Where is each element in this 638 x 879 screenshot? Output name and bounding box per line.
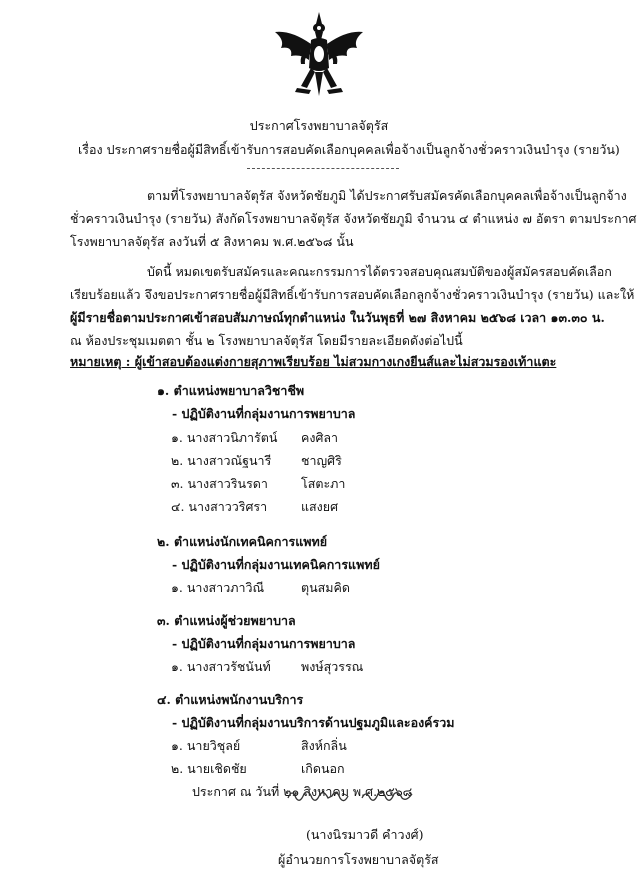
candidate-row [171,657,363,677]
position-title: ๑. ตำแหน่งพยาบาลวิชาชีพ [157,383,305,398]
document-org: ประกาศโรงพยาบาลจัตุรัส [249,118,389,133]
candidate-name: ๑. นางสาวรัชนันท์ [171,659,271,674]
candidate-surname: ชาญศิริ [301,453,342,468]
document-subject: เรื่อง ประกาศรายชื่อผู้มีสิทธิ์เข้ารับการสอบคัดเลือกบุคคลเพื่อจ้างเป็นลูกจ้างชั่วคราวเงินบำรุง (รายวัน) [78,142,620,157]
candidate-surname: เกิดนอก [301,761,345,776]
body-line-4: ณ ห้องประชุมเมตตา ชั้น ๒ โรงพยาบาลจัตุรัส โดยมีรายละเอียดดังต่อไปนี้ [70,333,463,348]
candidate-surname: พงษ์สุวรรณ [301,659,364,674]
note [70,352,556,372]
candidate-row [171,497,338,517]
candidate-surname: แสงยศ [301,499,339,514]
candidate-surname: คงศิลา [301,430,339,445]
position-department: - ปฏิบัติงานที่กลุ่มงานการพยาบาล [172,406,356,421]
candidate-row [171,451,342,471]
candidate-name: ๓. นางสาวรินรดา [171,476,268,491]
header-divider [247,168,399,169]
candidate-surname: ตุนสมคิด [301,580,351,595]
position-title: ๓. ตำแหน่งผู้ช่วยพยาบาล [157,613,296,628]
signer-title: ผู้อำนวยการโรงพยาบาลจัตุรัส [278,852,439,867]
body-line-3: ผู้มีรายชื่อตามประกาศเข้าสอบสัมภาษณ์ทุกตำแหน่ง ในวันพุธที่ ๒๗ สิงหาคม ๒๕๖๘ เวลา ๑๓.๓๐ น. [70,310,605,325]
position-department: - ปฏิบัติงานที่กลุ่มงานเทคนิคการแพทย์ [172,557,380,572]
candidate-name: ๑. นางสาวนิภารัตน์ [171,430,278,445]
candidate-row [171,736,347,756]
candidate-row [171,428,338,448]
candidate-name: ๒. นายเชิดชัย [171,761,247,776]
candidate-name: ๔. นางสาววริศรา [171,499,268,514]
candidate-row [171,578,350,598]
candidate-name: ๑. นางสาวภาวิณี [171,580,265,595]
signer-name: (นางนิรมาวดี คำวงศ์) [306,827,424,842]
intro-line-1: ตามที่โรงพยาบาลจัตุรัส จังหวัดชัยภูมิ ได้ประกาศรับสมัครคัดเลือกบุคคลเพื่อจ้างเป็นลูกจ้าง [147,188,627,203]
position-department: - ปฏิบัติงานที่กลุ่มงานบริการด้านปฐมภูมิและองค์รวม [172,715,455,730]
candidate-row [171,759,345,779]
candidate-name: ๒. นางสาวณัฐนารี [171,453,272,468]
handwritten-signature [286,784,418,806]
position-title: ๔. ตำแหน่งพนักงานบริการ [157,692,304,707]
body-line-1: บัดนี้ หมดเขตรับสมัครและคณะกรรมการได้ตรวจสอบคุณสมบัติของผู้สมัครสอบคัดเลือก [147,264,612,279]
intro-line-2: ชั่วคราวเงินบำรุง (รายวัน) สังกัดโรงพยาบาลจัตุรัส จังหวัดชัยภูมิ จำนวน ๔ ตำแหน่ง ๗ อัตรา ตามประกาศ [70,211,637,226]
candidate-row [171,474,345,494]
intro-line-3: โรงพยาบาลจัตุรัส ลงวันที่ ๕ สิงหาคม พ.ศ.๒๕๖๘ นั้น [70,234,354,249]
candidate-surname: โสตะภา [301,476,346,491]
note-text: : ผู้เข้าสอบต้องแต่งกายสุภาพเรียบร้อย ไม่สวมกางเกงยีนส์และไม่สวมรองเท้าแตะ [121,354,557,369]
announcement-date: ประกาศ ณ วันที่ ๒๑ สิงหาคม พ.ศ.๒๕๖๘ [192,784,413,799]
garuda-emblem [271,10,367,100]
position-title: ๒. ตำแหน่งนักเทคนิคการแพทย์ [157,534,328,549]
candidate-name: ๑. นายวิชุลย์ [171,738,241,753]
note-label: หมายเหตุ [70,354,122,369]
candidate-surname: สิงห์กลิ่น [301,738,347,753]
body-line-2: เรียบร้อยแล้ว จึงขอประกาศรายชื่อผู้มีสิทธิ์เข้ารับการสอบคัดเลือกลูกจ้างชั่วคราวเงินบำรุง (รายวัน) และให้ [70,287,635,302]
position-department: - ปฏิบัติงานที่กลุ่มงานการพยาบาล [172,636,356,651]
